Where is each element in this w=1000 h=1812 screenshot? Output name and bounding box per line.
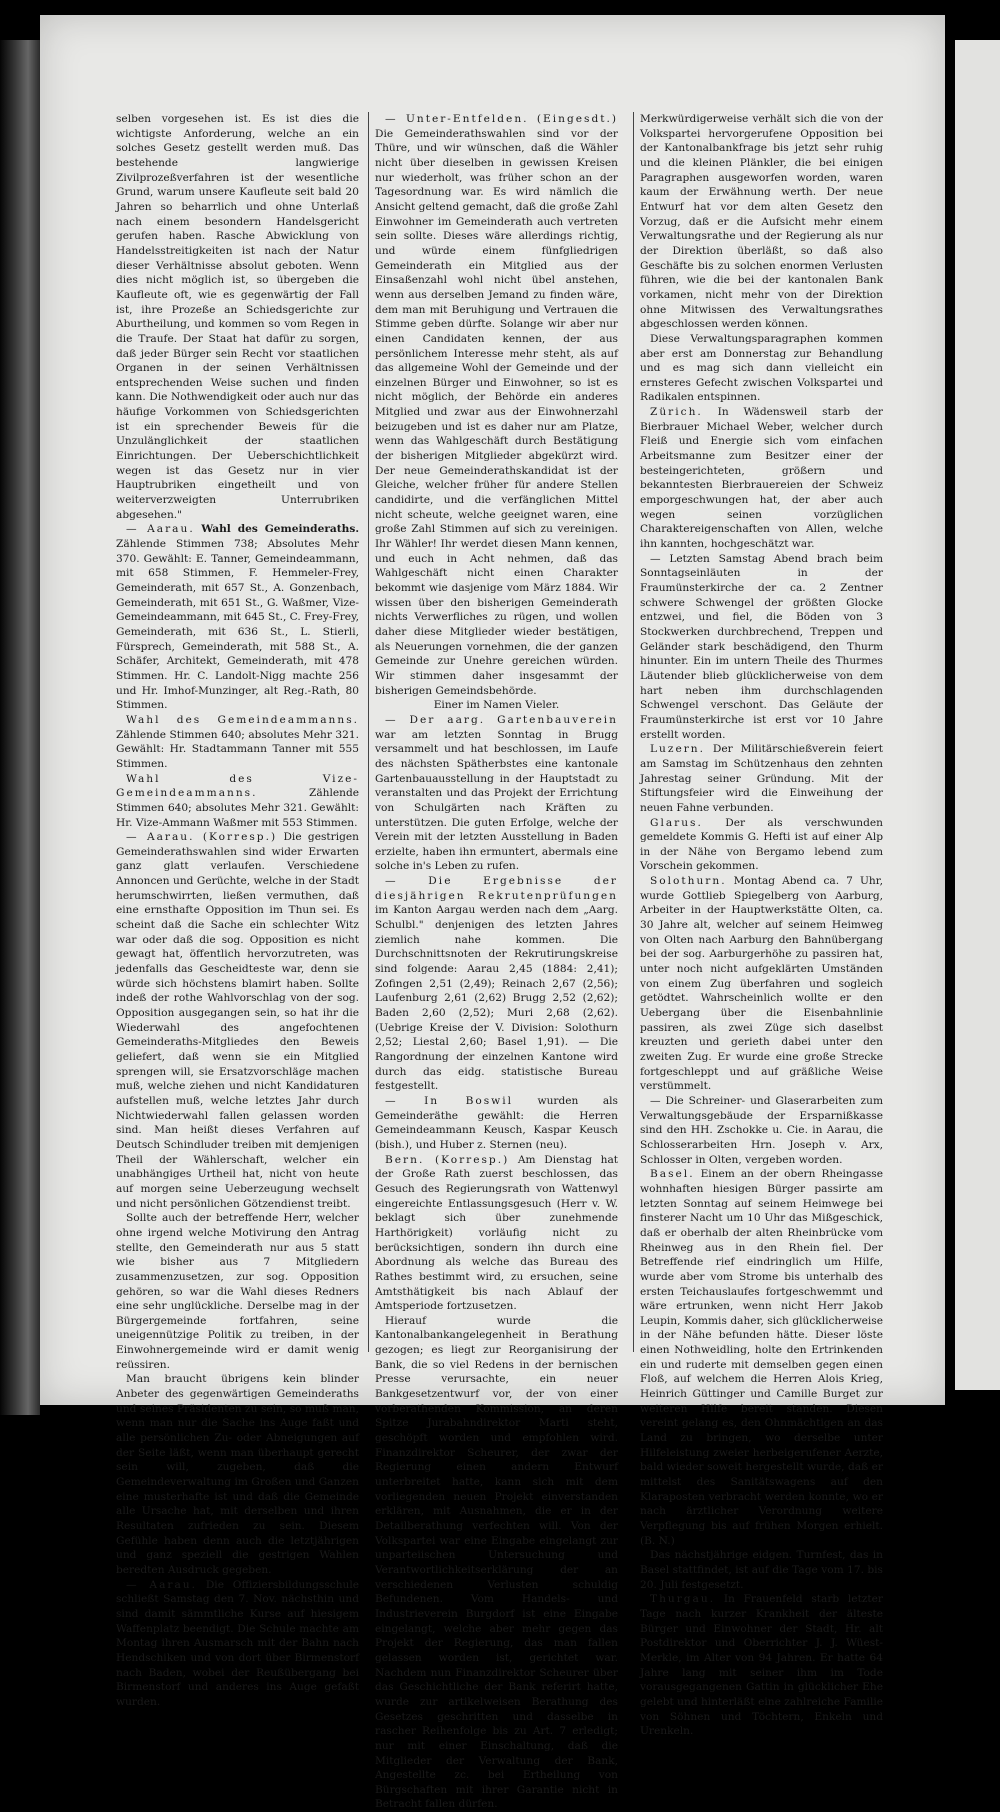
article-text: Montag Abend ca. 7 Uhr, wurde Gottlieb Spiegelberg von Aarburg, Arbeiter in der Hauptwerkstätte Olten, ca. 30 Jahre alt, welcher auf seinem Heimweg von Olten nach Aarburg den Bahnübergang bei der sog. Aarburgerhöhe zu passiren hat, unter noch nicht aufgeklärten Umständen von einem Zug überfahren und sogleich getödtet. Wahrscheinlich wollte er den Uebergang über die Eisenbahnlinie passiren, als zwei Züge sich daselbst kreuzten und gerieth dabei unter den zweiten Zug. Er wurde eine große Strecke fortgeschleppt und auf gräßliche Weise verstümmelt.	[640, 875, 883, 1093]
article-paragraph	[116, 772, 359, 831]
article-paragraph	[116, 1372, 359, 1577]
article-lead: Solothurn.	[650, 875, 727, 888]
article-text: Einer im Namen Vieler.	[433, 699, 560, 712]
article-text: Sollte auch der betreffende Herr, welcher ohne irgend welche Motivirung den Antrag stellte, den Gemeinderath nur aus 5 statt wie bisher aus 7 Mitgliedern zusammenzusetzen, zur sog. Opposition gehören, so war die Wahl dieses Redners eine sehr unglückliche. Derselbe mag in der Bürgergemeinde fortfahren, seine uneigennützige Politik zu treiben, in der Einwohnergemeinde wird er damit wenig reüssiren.	[116, 1212, 359, 1371]
article-text: In Wädensweil starb der Bierbrauer Michael Weber, welcher durch Fleiß und Energie sich vom einfachen Arbeitsmanne zum Besitzer einer der besteingerichteten, größern und bekanntesten Bierbrauereien der Schweiz emporgeschwungen hat, der aber auch wegen seinen vorzüglichen Charaktereigenschaften von Allen, welche ihn kannten, hochgeschätzt war.	[640, 406, 883, 551]
article-text: wurden als Gemeinderäthe gewählt: die Herren Gemeindeammann Keusch, Kaspar Keusch (bish.), und Huber z. Sternen (neu).	[375, 1094, 618, 1151]
article-lead: Thurgau.	[650, 1593, 716, 1606]
article-paragraph	[116, 830, 359, 1211]
article-lead: Basel.	[650, 1168, 695, 1181]
article-text: Am Dienstag hat der Große Rath zuerst beschlossen, das Gesuch des Regierungsrath von Wattenwyl eingereichte Entlassungsgesuch (Herr v. W. beklagt sich über zunehmende Harthörigkeit) vorläufig nicht zu berücksichtigen, sondern ihn durch eine Abordnung als welche das Bureau des Rathes bestimmt wird, zu ersuchen, seine Amtsthätigkeit bis nach Ablauf der Amtsperiode fortzusetzen.	[375, 1153, 619, 1313]
article-text: In Frauenfeld starb letzter Tage nach kurzer Krankheit der älteste Bürger und Einwohner der Stadt, Hr. alt Postdirektor und Oberrichter J. J. Wüest-Merkle, im Alter von 94 Jahren. Er hatte 64 Jahre lang mit seiner ihm im Tode vorausgegangenen Gattin in glücklicher Ehe gelebt und hinterläßt eine zahlreiche Familie von Söhnen und Töchtern, Enkeln und Urenkeln.	[640, 1593, 883, 1738]
article-paragraph	[640, 874, 883, 1094]
article-lead: — Der aarg. Gartenbauverein	[385, 713, 618, 726]
column-rule	[633, 112, 634, 1352]
article-paragraph	[116, 522, 359, 713]
article-lead: — Unter-Entfelden. (Eingesdt.)	[385, 113, 618, 125]
article-lead: Bern. (Korresp.)	[385, 1153, 510, 1166]
article-spaced-heading: Wahl des Gemeindeammanns.	[126, 713, 359, 726]
article-spaced-heading: Wahl des Vize-Gemeindeammanns.	[116, 772, 359, 800]
article-paragraph	[375, 1314, 618, 1812]
article-paragraph	[375, 1094, 618, 1153]
article-text: selben vorgesehen ist. Es ist dies die wichtigste Anforderung, welche an ein solches Gesetz gestellt werden muß. Das bestehende langwierige Zivilprozeßverfahren ist der wesentliche Grund, warum unsere Kaufleute seit bald 20 Jahren so beharrlich und ohne Unterlaß nach einem besondern Handelsgericht gerufen haben. Rasche Abwicklung von Handelsstreitigkeiten ist nach der Natur dieser Verhältnisse absolut geboten. Wenn dies nicht möglich ist, so übergeben die Kaufleute oft, wie es gegenwärtig der Fall ist, ihre Prozeße an Schiedsgerichte zur Aburtheilung, und kommen so vom Regen in die Traufe. Der Staat hat dafür zu sorgen, daß jeder Bürger sein Recht vor staatlichen Organen in der seinen Verhältnissen entsprechenden Weise suchen und finden kann. Die Nothwendigkeit oder auch nur das häufige Vorkommen von Schiedsgerichten ist ein sprechender Beweis für die Unzulänglichkeit der staatlichen Einrichtungen. Der Ueberschichtlichkeit wegen ist das Gesetz nur in vier Hauptrubriken eingetheilt und von weiterverzweigten Unterrubriken abgesehen."	[116, 113, 359, 521]
article-paragraph	[375, 112, 618, 698]
article-lead: — Aarau.	[126, 523, 195, 536]
article-text: Diese Verwaltungsparagraphen kommen aber erst am Donnerstag zur Behandlung und es mag sich dann vielleicht ein ernsteres Gefecht zwischen Volkspartei und Radikalen entspinnen.	[640, 332, 883, 404]
article-lead: — Die Ergebnisse der diesjährigen Rekrutenprüfungen	[375, 875, 618, 902]
article-column-2	[375, 112, 619, 1811]
article-paragraph	[640, 1094, 883, 1167]
article-text: Merkwürdigerweise verhält sich die von der Volkspartei hervorgerufene Opposition bei der Kantonalbankfrage bis jetzt sehr ruhig und die kleinen Plänkler, die bei einigen Paragraphen ausgeworfen worden, waren kaum der Erwähnung werth. Der neue Entwurf hat vor dem alten Gesetz den Vorzug, daß er die Aufsicht mehr einem Verwaltungsrathe und der Regierung als nur der Direktion überläßt, so daß also Geschäfte bis zu solchen enormen Verlusten führen, wie die bei der kantonalen Bank vorkamen, nicht mehr von der Direktion ohne Mitwissen des Verwaltungsrathes abgeschlossen werden können.	[640, 113, 883, 331]
article-text: Zählende Stimmen 640; absolutes Mehr 321. Gewählt: Hr. Vize-Ammann Waßmer mit 553 Stimmen.	[116, 787, 359, 829]
article-text: war am letzten Sonntag in Brugg versammelt und hat beschlossen, im Laufe des nächsten Spätherbstes eine kantonale Gartenbauausstellung in der Hauptstadt zu veranstalten und das Projekt der Errichtung von Schulgärten nach Kräften zu unterstützen. Die guten Erfolge, welche der Verein mit der letzten Ausstellung in Baden erzielte, haben ihn ermuntert, abermals eine solche in's Leben zu rufen.	[375, 728, 618, 873]
article-paragraph	[116, 112, 359, 522]
article-paragraph	[640, 1167, 883, 1548]
article-lead: — Aarau. (Korresp.)	[126, 831, 278, 844]
article-text: Hierauf wurde die Kantonalbankangelegenheit in Berathung gezogen; es liegt zur Reorganisirung der Bank, die so viel Redens in der bernischen Presse verursachte, ein neuer Bankgesetzentwurf vor, der von einer vorberathenden Kommission, an deren Spitze Jurabahndirektor Marti steht, geschöpft worden und empfohlen wird. Finanzdirektor Scheurer, der zwar der Regierung einen andern Entwurf unterbreitet hatte, kann sich mit dem vorliegenden neuen Projekt einverstanden erklären, mit Ausnahmen, die er in der Detailberathung verfechten will. Von der Volkspartei war eine Eingabe eingelangt zur unparteiischen Untersuchung und Verantwortlichkeitserklärung der an verschiedenen Verlusten schuldig Befundenen. Vom Handels- und Industrieverein Burgdorf ist eine Eingabe eingelangt, welche aber mehr gegen das Projekt der Regierung, das man fallen gelassen worden ist, gerichtet war. Nachdem nun Finanzdirektor Scheurer über das Geschichtliche der Bank referirt hatte, wurde zur artikelweisen Berathung des Gesetzes geschritten und dasselbe in rascher Reihenfolge bis zu Art. 7 erledigt; nur mit einer Einschaltung, daß die Mitglieder der Verwaltung der Bank, Angestellte zc. bei Ertheilung von Bürgschaften mit ihrer Garantie nicht in Betracht fallen dürfen.	[375, 1314, 618, 1811]
article-text: Die gestrigen Gemeinderathswahlen sind wider Erwarten ganz glatt verlaufen. Verschiedene Annoncen und Gerüchte, welche in der Stadt herumschwirrten, ließen vermuthen, daß eine ernsthafte Opposition im Thun sei. Es scheint daß die Sache ein schlechter Witz war oder daß die sog. Opposition es nicht gewagt hat, öffentlich hervorzutreten, was jedenfalls das Gescheidteste war, denn sie würde sich höchstens blamirt haben. Sollte indeß der rothe Wahlvorschlag von der sog. Opposition ausgegangen sein, so hat ihr die Wiederwahl des angefochtenen Gemeinderaths-Mitgliedes den Beweis geliefert, daß wenn sie ein Mitglied sprengen will, sie Ersatzvorschläge machen muß, welche ziehen und nicht Kandidaturen aufstellen muß, welche letztes Jahr durch Nichtwiederwahl fallen gelassen worden sind. Man heißt dieses Verfahren auf Deutsch Schindluder treiben mit demjenigen Theil der Wählerschaft, welcher ein unabhängiges Urtheil hat, nicht von heute auf morgen seine Ueberzeugung wechselt und nicht persönlichen Götzendienst treibt.	[116, 831, 360, 1210]
book-binding	[0, 40, 40, 1415]
article-text: Zählende Stimmen 738; Absolutes Mehr 370. Gewählt: E. Tanner, Gemeindeammann, mit 658 Stimmen, F. Hemmeler-Frey, Gemeinderath, mit 657 St., A. Gonzenbach, Gemeinderath, mit 651 St., G. Waßmer, Vize-Gemeindeammann, mit 645 St., C. Frey-Frey, Gemeinderath, mit 636 St., L. Stierli, Fürsprech, Gemeinderath, mit 588 St., A. Schäfer, Architekt, Gemeinderath, mit 478 Stimmen. Hr. C. Landolt-Nigg machte 256 und Hr. Imhof-Munzinger, alt Reg.-Rath, 80 Stimmen.	[116, 538, 360, 712]
article-paragraph	[640, 816, 883, 875]
article-text: Die Gemeinderathswahlen sind vor der Thüre, und wir wünschen, daß die Wähler nicht über dieselben in gewissen Kreisen nur wiederholt, was früher schon an der Tagesordnung war. Es wird nämlich die Ansicht geltend gemacht, daß die große Zahl Einwohner im Gemeinderath auch vertreten sein sollte. Dieses wäre allerdings richtig, und würde einem fünfgliedrigen Gemeinderath ein Mitglied aus der Einsaßenzahl wohl nicht übel anstehen, wenn aus derselben Jemand zu finden wäre, dem man mit Beruhigung und Vertrauen die Stimme geben dürfte. Solange wir aber nur einen Candidaten kennen, der aus persönlichem Interesse mehr steht, als auf das allgemeine Wohl der Gemeinde und der einzelnen Bürger und Einwohner, so ist es nicht möglich, der Behörde ein anderes Mitglied und zwar aus der Einwohnerzahl beizugeben und ist es daher nur am Platze, wenn das Wahlgeschäft durch Bestätigung der bisherigen Mitglieder abgekürzt wird. Der neue Gemeinderathskandidat ist der Gleiche, welcher früher für andere Stellen candidirte, und die verfänglichen Mittel nicht scheute, welche geeignet waren, eine große Zahl Stimmen auf sich zu vereinigen. Ihr Wähler! Ihr werdet diesen Mann kennen, und euch in Acht nehmen, daß das Wahlgeschäft nicht einen Charakter bekommt wie dasjenige vom März 1884. Wir wissen über den bisherigen Gemeinderath nichts Verwerfliches zu rügen, und wollen daher diese Mitglieder wieder bestätigen, als Neuerungen vornehmen, die der ganzen Gemeinde zur Unehre gereichen würden. Wir stimmen daher insgesammt der bisherigen Gemeindsbehörde.	[375, 127, 618, 697]
article-text: Zählende Stimmen 640; absolutes Mehr 321. Gewählt: Hr. Stadtammann Tanner mit 555 Stimmen.	[116, 728, 359, 770]
article-text: — Die Schreiner- und Glaserarbeiten zum Verwaltungsgebäude der Ersparnißkasse sind den HH. Zschokke u. Cie. in Aarau, die Schlosserarbeiten Hrn. Joseph v. Arx, Schlosser in Olten, vergeben worden.	[640, 1094, 883, 1166]
article-text: Man braucht übrigens kein blinder Anbeter des gegenwärtigen Gemeinderaths und seines Präsidenten zu sein, so muß man, wenn man nur die Sache ins Auge faßt und alle persönlichen Zu- oder Abneigungen auf der Seite läßt, wenn man überhaupt gerecht sein will, zugeben, daß die Gemeindeverwaltung im Großen und Ganzen eine musterhafte ist und daß die Gemeinde alle Ursache hat, mit derselben und ihren Resultaten zufrieden zu sein. Diesem Gefühle haben denn auch die letztjährigen und ganz speziell die gestrigen Wahlen beredten Ausdruck gegeben.	[116, 1373, 359, 1576]
article-paragraph	[116, 1211, 359, 1372]
article-text: Der als verschwunden gemeldete Kommis G. Hefti ist auf einer Alp in der Nähe von Bergamo lebend zum Vorschein gekommen.	[640, 816, 883, 873]
article-paragraph	[116, 713, 359, 772]
article-text: Der Militärschießverein feiert am Samstag im Schützenhaus den zehnten Jahrestag seiner Gründung. Mit der Stiftungsfeier wird die Einweihung der neuen Fahne verbunden.	[640, 743, 883, 814]
column-rule	[368, 112, 369, 1352]
article-paragraph	[640, 742, 883, 815]
article-paragraph	[640, 405, 883, 552]
article-text: Die Offiziersbildungsschule schließt Samstag den 7. Nov. nächsthin und sind damit sämmtliche Kurse auf hiesigem Waffenplatz beendigt. Die Schule machte am Montag ihren Ausmarsch mit der Bahn nach Hendschiken und von dort über Birmenstorf nach Baden, wobei der Reußübergang bei Birmenstorf und anderes ins Auge gefaßt wurden.	[116, 1578, 360, 1708]
article-lead: — In Boswil	[385, 1094, 514, 1107]
article-paragraph	[640, 1592, 883, 1739]
article-lead: Luzern.	[650, 743, 705, 756]
article-paragraph	[375, 874, 618, 1094]
article-heading: Wahl des Gemeinderaths.	[201, 523, 360, 536]
article-paragraph	[116, 1578, 359, 1710]
signature-line	[375, 698, 618, 713]
article-text: Das nächstjährige eidgen. Turnfest, das in Basel stattfindet, ist auf die Tage vom 17. bis 20. Juli festgesetzt.	[640, 1549, 883, 1591]
article-lead: — Aarau.	[126, 1578, 197, 1591]
article-column-3	[640, 112, 883, 1738]
next-page-edge	[955, 40, 1000, 1390]
article-text: — Letzten Samstag Abend brach beim Sonntagseinläuten in der Fraumünsterkirche der ca. 2 Zentner schwere Schwengel der größten Glocke entzwei, und fiel, die Böden von 3 Stockwerken durchbrechend, Treppen und Geländer stark beschädigend, den Thurm hinunter. Ein im untern Theile des Thurmes Läutender blieb glücklicherweise von dem hart neben ihm durchschlagenden Schwengel verschont. Das Geläute der Fraumünsterkirche ist erst vor 10 Jahre erstellt worden.	[640, 552, 883, 741]
article-column-1	[116, 112, 360, 1708]
article-paragraph	[640, 332, 883, 405]
article-text: im Kanton Aargau werden nach dem „Aarg. Schulbl." denjenigen des letzten Jahres ziemlich nahe kommen. Die Durchschnittsnoten der Rekrutirungskreise sind folgende: Aarau 2,45 (1884: 2,41); Zofingen 2,51 (2,49); Reinach 2,67 (2,56); Laufenburg 2,61 (2,62) Brugg 2,52 (2,62); Baden 2,60 (2,52); Muri 2,68 (2,62). (Uebrige Kreise der V. Division: Solothurn 2,52; Liestal 2,60; Basel 1,91). — Die Rangordnung der einzelnen Kantone wird durch das eidg. statistische Bureau festgestellt.	[375, 904, 618, 1093]
article-paragraph	[640, 112, 883, 332]
article-paragraph	[375, 713, 618, 874]
article-paragraph	[375, 1153, 618, 1314]
article-text: Einem an der obern Rheingasse wohnhaften hiesigen Bürger passirte am letzten Sonntag auf seinem Heimwege bei finsterer Nacht um 10 Uhr das Mißgeschick, daß er oberhalb der alten Rheinbrücke vom Rheinweg aus in den Rhein fiel. Der Betreffende rief eindringlich um Hilfe, wurde aber vom Strome bis unterhalb des ersten Teichauslaufes fortgeschwemmt und wäre ertrunken, wenn nicht Herr Jakob Leupin, Kommis daher, sich glücklicherweise in der Nähe befunden hätte. Dieser löste einen Nothweidling, holte den Ertrinkenden ein und ruderte mit demselben gegen einen Floß, auf welchem die Herren Alois Krieg, Heinrich Güttinger und Camille Burget zur weiteren Hilfe bereit standen. Diesen vereint gelang es, den Ohnmächtigen an das Land zu bringen, wo derselbe unter Hilfeleistung zweier herbeigerufener Aerzte, bald wieder soweit hergestellt wurde, daß er mittelst des Sanitätswagens auf den Klaraposten verbracht werden konnte, wo er nach ärztlicher Verordnung weitere Verpflegung bis auf frühen Morgen erhielt. (B. N.)	[640, 1168, 883, 1547]
article-lead: Glarus.	[650, 816, 703, 829]
article-paragraph	[640, 1548, 883, 1592]
article-lead: Zürich.	[650, 406, 703, 419]
article-paragraph	[640, 552, 883, 743]
